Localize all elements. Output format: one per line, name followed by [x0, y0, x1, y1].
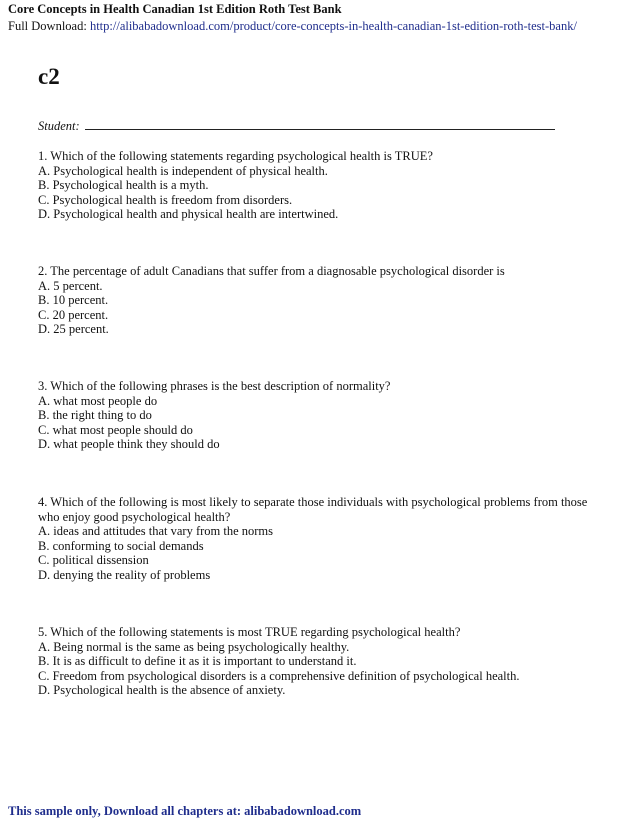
download-label: Full Download: — [8, 19, 90, 33]
question-2 — [38, 264, 598, 337]
answer-option: B. the right thing to do — [38, 408, 152, 423]
document-id: c2 — [38, 64, 60, 89]
question-1 — [38, 149, 598, 222]
answer-option: B. 10 percent. — [38, 293, 109, 308]
question-text: 2. The percentage of adult Canadians that suffer from a diagnosable psychological disorder is — [38, 264, 505, 278]
answer-option: A. 5 percent. — [38, 278, 103, 293]
question-text: 5. Which of the following statements is most TRUE regarding psychological health? — [38, 625, 461, 639]
answer-option: A. what most people do — [38, 393, 158, 408]
question-4 — [38, 495, 598, 583]
answer-option: D. Psychological health is the absence of anxiety. — [38, 683, 286, 698]
answer-option: C. 20 percent. — [38, 307, 109, 322]
student-name-line[interactable] — [85, 118, 555, 130]
answer-option: C. political dissension — [38, 553, 149, 568]
header-title: Core Concepts in Health Canadian 1st Edition Roth Test Bank — [8, 2, 342, 16]
question-text: 4. Which of the following is most likely to separate those individuals with psychological problems from those who enjoy good psychological health? — [38, 495, 588, 524]
question-text: 1. Which of the following statements regarding psychological health is TRUE? — [38, 149, 433, 163]
answer-option: A. Being normal is the same as being psychologically healthy. — [38, 639, 350, 654]
student-field — [38, 118, 555, 134]
answer-option: C. what most people should do — [38, 422, 193, 437]
answer-option: D. what people think they should do — [38, 437, 220, 452]
answer-option: A. Psychological health is independent of physical health. — [38, 163, 328, 178]
answer-option: B. Psychological health is a myth. — [38, 178, 209, 193]
download-link[interactable]: http://alibabadownload.com/product/core-concepts-in-health-canadian-1st-edition-roth-test-bank/ — [89, 19, 577, 33]
answer-option: C. Freedom from psychological disorders is a comprehensive definition of psychological health. — [38, 668, 520, 683]
download-line — [8, 19, 577, 34]
answer-option: D. Psychological health and physical health are intertwined. — [38, 207, 339, 222]
question-3 — [38, 379, 598, 452]
answer-option: D. 25 percent. — [38, 322, 109, 337]
answer-option: C. Psychological health is freedom from disorders. — [38, 192, 293, 207]
answer-option: B. conforming to social demands — [38, 538, 204, 553]
student-label: Student: — [38, 119, 83, 133]
question-text: 3. Which of the following phrases is the best description of normality? — [38, 379, 391, 393]
answer-option: A. ideas and attitudes that vary from the norms — [38, 524, 274, 539]
footer-note: This sample only, Download all chapters at: alibabadownload.com — [8, 804, 362, 818]
question-5 — [38, 625, 598, 698]
answer-option: D. denying the reality of problems — [38, 567, 211, 582]
answer-option: B. It is as difficult to define it as it is important to understand it. — [38, 654, 357, 669]
